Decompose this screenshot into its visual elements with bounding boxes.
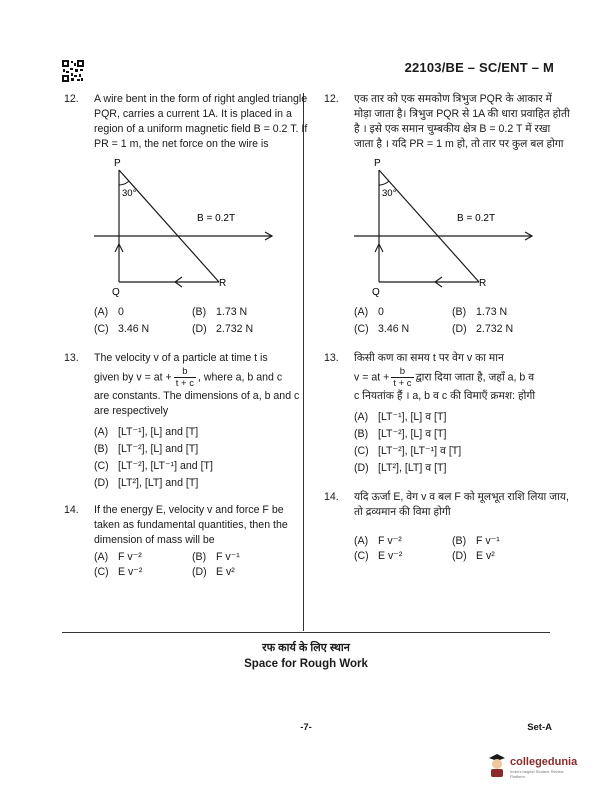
fraction: $\frac{b}{t + c}$: [393, 366, 412, 389]
question-12-en: [64, 92, 310, 337]
triangle-diagram: [354, 154, 554, 299]
question-text: A wire bent in the form of right angled triangle PQR, carries a current 1A. It is placed in a region of a uniform magnetic field B = 0.2 T. If PR = 1 m, the net force on the wire is: [94, 93, 308, 150]
options: [94, 550, 310, 580]
brand-watermark: [486, 752, 578, 778]
question-number: 12.: [64, 93, 79, 105]
question-text: The velocity v of a particle at time t is: [94, 352, 268, 364]
option-b[interactable]: (B) F v⁻¹: [192, 551, 240, 563]
mascot-icon: [486, 752, 508, 778]
field-label: B = 0.2T: [197, 213, 236, 224]
option-b[interactable]: (B) 1.73 N: [192, 306, 248, 318]
option-d[interactable]: (D) [LT²], [LT] and [T]: [94, 477, 199, 489]
label-p: P: [374, 158, 381, 169]
option-c[interactable]: (C) E v⁻²: [354, 550, 403, 562]
page-number: -7-: [300, 722, 312, 733]
brand-tagline: India's largest Student Review Platform: [510, 769, 564, 779]
question-text: एक तार को एक समकोण त्रिभुज PQR के आकार में मोड़ा जाता है। त्रिभुज PQR से 1A की धारा प्रवाहित होती है । इसे एक समान चुम्बकीय क्षेत्र B = 0.2 T में रखा जाता है । यदि PR = 1 m हो, तो तार पर कुल बल होगा: [354, 93, 570, 150]
option-a[interactable]: (A) F v⁻²: [354, 535, 402, 547]
question-14-hi: [324, 490, 570, 564]
triangle-diagram: [94, 154, 294, 299]
question-text: If the energy E, velocity v and force F be taken as fundamental quantities, then the dimension of mass will be: [94, 504, 288, 546]
question-13-hi: [324, 351, 570, 476]
options: [94, 305, 310, 337]
options: [354, 534, 570, 564]
options: [354, 410, 570, 476]
option-b[interactable]: (B) [LT⁻²], [L] व [T]: [354, 428, 447, 440]
hindi-column: [324, 92, 570, 564]
rough-work-heading-hindi: रफ कार्य के लिए स्थान: [262, 642, 350, 654]
label-q: Q: [372, 287, 380, 298]
fraction: $\frac{b}{t + c}$: [175, 366, 194, 389]
options: [94, 425, 310, 491]
label-p: P: [114, 158, 121, 169]
option-a[interactable]: (A) F v⁻²: [94, 551, 142, 563]
option-a[interactable]: (A) [LT⁻¹], [L] व [T]: [354, 411, 447, 423]
option-d[interactable]: (D) 2.732 N: [192, 323, 254, 335]
option-a[interactable]: (A) 0: [94, 306, 124, 318]
label-q: Q: [112, 287, 120, 298]
option-b[interactable]: (B) F v⁻¹: [452, 535, 500, 547]
paper-code: 22103/BE – SC/ENT – M: [404, 60, 554, 75]
question-number: 13.: [324, 352, 339, 364]
label-r: R: [219, 278, 227, 289]
question-13-en: [64, 351, 310, 491]
question-number: 13.: [64, 352, 79, 364]
angle-label: 30°: [382, 188, 397, 199]
question-text-rest: are constants. The dimensions of a, b and c are respectively: [94, 390, 300, 417]
set-label: Set-A: [527, 722, 552, 733]
option-c[interactable]: (C) [LT⁻²], [LT⁻¹] व [T]: [354, 445, 462, 457]
option-c[interactable]: (C) 3.46 N: [94, 323, 150, 335]
option-d[interactable]: (D) [LT²], [LT] व [T]: [354, 462, 447, 474]
angle-label: 30°: [122, 188, 137, 199]
question-formula: v = at + $\frac{b}{t + c}$ द्वारा दिया जाता है, जहाँ a, b व: [354, 366, 535, 389]
question-12-hi: [324, 92, 570, 337]
question-14-en: [64, 503, 310, 580]
rough-work-heading: Space for Rough Work: [244, 658, 368, 670]
question-text: किसी कण का समय t पर वेग v का मान: [354, 352, 504, 364]
english-column: [64, 92, 310, 580]
option-b[interactable]: (B) [LT⁻²], [L] and [T]: [94, 443, 199, 455]
qr-code-icon: [62, 60, 84, 82]
question-number: 14.: [64, 504, 79, 516]
question-formula: given by v = at + $\frac{b}{t + c}$ , where a, b and c: [94, 366, 283, 389]
option-d[interactable]: (D) E v²: [452, 550, 495, 562]
question-text: यदि ऊर्जा E, वेग v व बल F को मूलभूत राशि लिया जाय, तो द्रव्यमान की विमा होगी: [354, 491, 569, 518]
option-c[interactable]: (C) E v⁻²: [94, 566, 143, 578]
option-c[interactable]: (C) [LT⁻²], [LT⁻¹] and [T]: [94, 460, 213, 472]
option-d[interactable]: (D) E v²: [192, 566, 235, 578]
option-a[interactable]: (A) 0: [354, 306, 384, 318]
option-a[interactable]: (A) [LT⁻¹], [L] and [T]: [94, 426, 199, 438]
question-number: 14.: [324, 491, 339, 503]
rough-work-divider: [62, 632, 550, 633]
label-r: R: [479, 278, 487, 289]
question-text-rest: c नियतांक हैं । a, b व c की विमाएँ क्रमश: होगी: [354, 390, 536, 402]
brand-name: collegedunia: [510, 756, 578, 768]
question-number: 12.: [324, 93, 339, 105]
option-b[interactable]: (B) 1.73 N: [452, 306, 508, 318]
options: [354, 305, 570, 337]
option-d[interactable]: (D) 2.732 N: [452, 323, 514, 335]
field-label: B = 0.2T: [457, 213, 496, 224]
option-c[interactable]: (C) 3.46 N: [354, 323, 410, 335]
